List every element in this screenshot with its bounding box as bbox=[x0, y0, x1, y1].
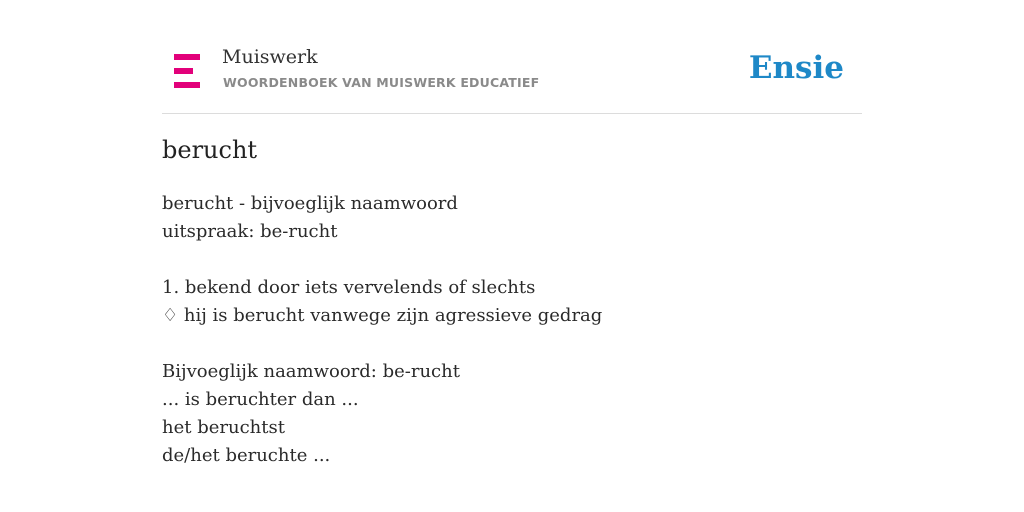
brand-subtitle: WOORDENBOEK VAN MUISWERK EDUCATIEF bbox=[223, 75, 540, 90]
entry-line-spacer bbox=[162, 330, 602, 358]
muiswerk-logo-icon[interactable] bbox=[174, 54, 200, 88]
entry-line-inflection-header: Bijvoeglijk naamwoord: be-rucht bbox=[162, 361, 460, 382]
entry-line-inflected: de/het beruchte ... bbox=[162, 445, 331, 466]
entry-line-definition-header: berucht - bijvoeglijk naamwoord bbox=[162, 193, 458, 214]
entry-line-comparative: ... is beruchter dan ... bbox=[162, 389, 359, 410]
entry-line-example: ♢ hij is berucht vanwege zijn agressieve gedrag bbox=[162, 305, 603, 326]
entry-content bbox=[162, 190, 602, 470]
site-header bbox=[162, 38, 862, 114]
entry-line-meaning: 1. bekend door iets vervelends of slechts bbox=[162, 277, 536, 298]
entry-line-pronunciation: uitspraak: be-rucht bbox=[162, 221, 338, 242]
brand-name[interactable]: Muiswerk bbox=[222, 46, 318, 68]
entry-line-superlative: het beruchtst bbox=[162, 417, 285, 438]
ensie-logo-link[interactable]: Ensie bbox=[748, 50, 844, 86]
page-title: berucht bbox=[162, 136, 258, 164]
entry-line-spacer bbox=[162, 246, 602, 274]
